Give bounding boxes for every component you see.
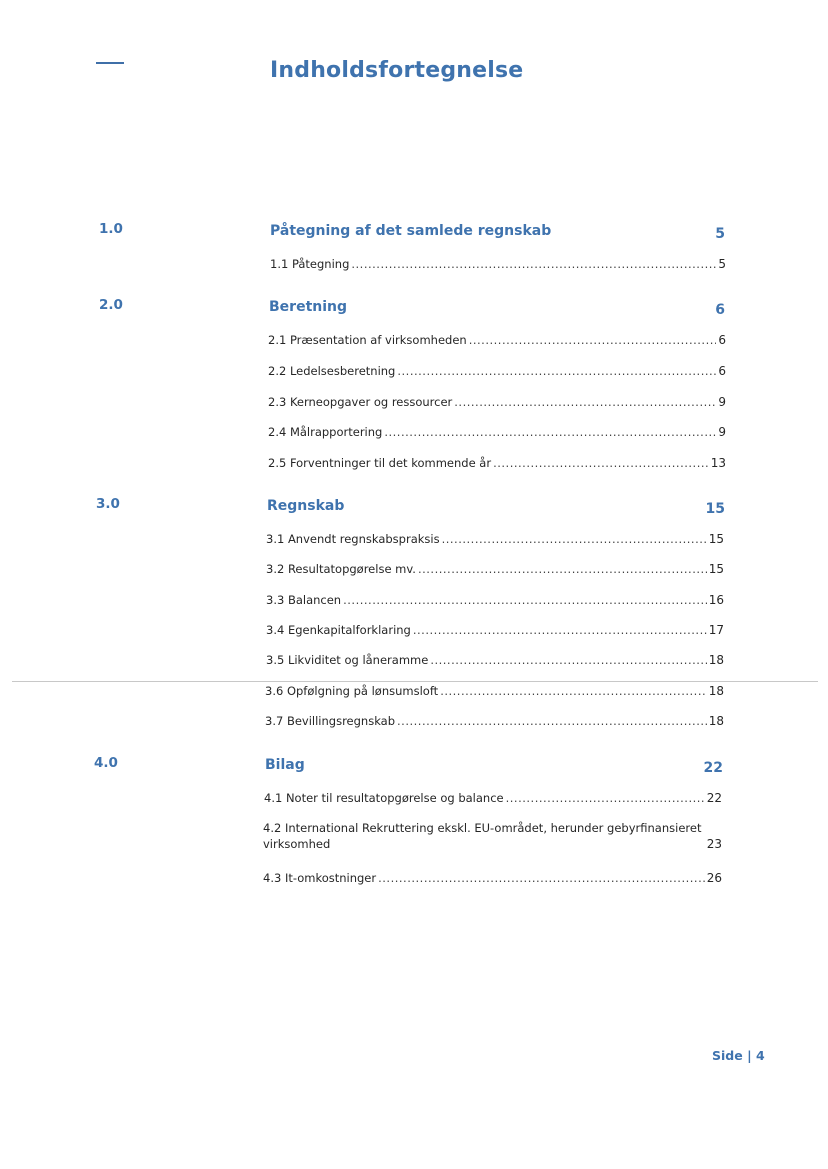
toc-entry-link[interactable] xyxy=(264,791,722,805)
page-footer: Side | 4 xyxy=(712,1048,765,1063)
header-accent-line xyxy=(96,62,124,64)
dot-leader xyxy=(493,456,709,470)
toc-entry-label: 1.1 Påtegning xyxy=(270,257,350,271)
dot-leader xyxy=(343,593,707,607)
toc-entry-label: 2.3 Kerneopgaver og ressourcer xyxy=(268,395,453,409)
toc-entry-link[interactable] xyxy=(265,684,724,698)
toc-entry-link[interactable] xyxy=(268,456,726,470)
dot-leader xyxy=(384,425,716,439)
dot-leader xyxy=(469,333,717,347)
section-title-link[interactable]: Påtegning af det samlede regnskab xyxy=(270,223,552,239)
dot-leader xyxy=(440,684,707,698)
section-page-number: 5 xyxy=(715,226,725,242)
section-title-link[interactable]: Bilag xyxy=(265,757,305,773)
toc-entry-page: 13 xyxy=(710,456,726,470)
dot-leader xyxy=(506,791,705,805)
toc-entry-page: 18 xyxy=(708,684,724,698)
toc-entry-page: 18 xyxy=(708,653,724,667)
toc-entry-label: 3.3 Balancen xyxy=(266,593,342,607)
toc-entry-page: 23 xyxy=(706,837,722,851)
toc-entry-label: 4.1 Noter til resultatopgørelse og balance xyxy=(264,791,504,805)
toc-entry-label: 3.5 Likviditet og låneramme xyxy=(266,653,429,667)
dot-leader xyxy=(351,257,716,271)
toc-entry-link[interactable] xyxy=(263,821,722,851)
toc-entry-label: 3.1 Anvendt regnskabspraksis xyxy=(266,532,440,546)
toc-entry-link[interactable] xyxy=(266,653,724,667)
section-number: 3.0 xyxy=(96,496,120,512)
toc-entry-page: 22 xyxy=(706,791,722,805)
toc-entry-page: 9 xyxy=(718,395,726,409)
toc-entry-label: 3.2 Resultatopgørelse mv. xyxy=(266,562,416,576)
toc-entry-label: 3.7 Bevillingsregnskab xyxy=(265,714,396,728)
section-page-number: 6 xyxy=(715,302,725,318)
section-number: 1.0 xyxy=(99,221,123,237)
toc-entry-label: 2.1 Præsentation af virksomheden xyxy=(268,333,467,347)
toc-entry-link[interactable] xyxy=(268,333,726,347)
scan-artifact-line xyxy=(12,681,818,682)
page-title: Indholdsfortegnelse xyxy=(270,58,524,83)
section-number: 2.0 xyxy=(99,297,123,313)
toc-entry-page: 9 xyxy=(718,425,726,439)
section-page-number: 22 xyxy=(703,760,723,776)
toc-entry-label: 2.4 Målrapportering xyxy=(268,425,383,439)
dot-leader xyxy=(442,532,707,546)
toc-entry-link[interactable] xyxy=(268,395,726,409)
dot-leader xyxy=(378,871,705,885)
section-title-link[interactable]: Beretning xyxy=(269,299,348,315)
dot-leader xyxy=(430,653,706,667)
dot-leader xyxy=(397,364,716,378)
toc-entry-label-continued: virksomhed xyxy=(263,837,331,851)
toc-entry-link[interactable] xyxy=(263,871,722,885)
toc-entry-page: 15 xyxy=(708,532,724,546)
toc-entry-label: 4.3 It-omkostninger xyxy=(263,871,377,885)
toc-entry-label: 3.4 Egenkapitalforklaring xyxy=(266,623,411,637)
toc-entry-link[interactable] xyxy=(270,257,726,271)
toc-entry-label: 4.2 International Rekruttering ekskl. EU-området, herunder gebyrfinansieret xyxy=(263,821,702,835)
dot-leader xyxy=(418,562,707,576)
toc-entry-link[interactable] xyxy=(266,623,724,637)
section-title-link[interactable]: Regnskab xyxy=(267,498,345,514)
toc-entry-link[interactable] xyxy=(268,364,726,378)
toc-entry-page: 5 xyxy=(718,257,726,271)
dot-leader xyxy=(454,395,716,409)
toc-entry-link[interactable] xyxy=(266,532,724,546)
toc-entry-page: 16 xyxy=(708,593,724,607)
toc-entry-page: 17 xyxy=(708,623,724,637)
toc-entry-page: 18 xyxy=(708,714,724,728)
dot-leader xyxy=(397,714,707,728)
toc-entry-continuation xyxy=(263,837,722,851)
dot-leader xyxy=(413,623,707,637)
section-number: 4.0 xyxy=(94,755,118,771)
toc-entry-link[interactable] xyxy=(265,714,724,728)
toc-entry-page: 26 xyxy=(706,871,722,885)
toc-entry-page: 15 xyxy=(708,562,724,576)
toc-entry-link[interactable] xyxy=(268,425,726,439)
toc-entry-link[interactable] xyxy=(266,593,724,607)
toc-entry-page: 6 xyxy=(718,333,726,347)
section-page-number: 15 xyxy=(705,501,725,517)
toc-entry-label: 2.2 Ledelsesberetning xyxy=(268,364,396,378)
toc-entry-label: 3.6 Opfølgning på lønsumsloft xyxy=(265,684,439,698)
toc-entry-page: 6 xyxy=(718,364,726,378)
toc-entry-label: 2.5 Forventninger til det kommende år xyxy=(268,456,492,470)
toc-entry-link[interactable] xyxy=(266,562,724,576)
